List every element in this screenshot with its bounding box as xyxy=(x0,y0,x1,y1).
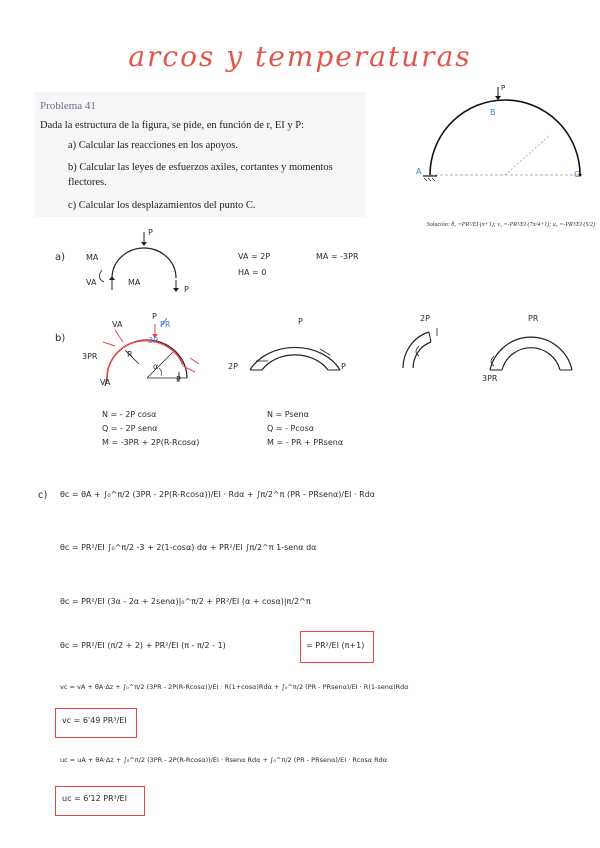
mini-1-left: 2P xyxy=(228,362,238,371)
mini-2-top: 2P xyxy=(420,314,430,323)
mini-3-bottom: 3PR xyxy=(482,374,498,383)
problem-item-c: c) Calcular los desplazamientos del punto C. xyxy=(68,200,256,211)
solution-note: Solución: θ꜀ =PR²/EI·(π+1); v꜀ =-PR³/EI·(7π/4+1); u꜀ =-PR³/EI·(5/2) xyxy=(426,222,595,228)
part-a-ma: MA xyxy=(86,253,99,262)
part-a-diagram xyxy=(100,230,190,290)
va-equation: VA = 2P xyxy=(238,252,271,261)
second-half-m: M = - PR + PRsenα xyxy=(267,438,344,447)
first-half-m: M = -3PR + 2P(R-Rcosα) xyxy=(102,438,200,447)
part-b-2p: 2P xyxy=(148,336,158,345)
mini-arch-3 xyxy=(480,320,580,375)
theta-line-3: θc = PR²/EI (3α - 2α + 2senα)|₀^π/2 + PR²/EI (α + cosα)|π/2^π xyxy=(60,597,311,606)
part-a-label: a) xyxy=(55,252,66,263)
label-c: C xyxy=(574,170,580,179)
theta-line-4: θc = PR²/EI (π/2 + 2) + PR²/EI (π - π/2 - 1) xyxy=(60,641,226,650)
mini-arch-2 xyxy=(395,322,475,372)
part-b-label: b) xyxy=(55,333,66,344)
label-a: A xyxy=(416,167,422,176)
second-half-n: N = Psenα xyxy=(267,410,309,419)
theta-result: = PR²/EI (π+1) xyxy=(306,641,365,650)
page-title: arcos y temperaturas xyxy=(128,40,472,73)
label-b: B xyxy=(490,108,496,117)
v-result: vc = 6'49 PR³/EI xyxy=(62,716,127,725)
u-result: uc = 6'12 PR³/EI xyxy=(62,794,127,803)
part-a-p-top: P xyxy=(148,228,153,237)
part-b-3pr: 3PR xyxy=(82,352,98,361)
part-c-label: c) xyxy=(38,490,48,501)
part-b-va-top: VA xyxy=(112,320,123,329)
label-p: P xyxy=(501,84,506,92)
part-a-ma2: MA xyxy=(128,278,141,287)
part-b-p2: P xyxy=(176,375,181,384)
second-half-q: Q = - Pcosα xyxy=(267,424,315,433)
part-b-r: R xyxy=(127,350,133,359)
ha-equation: HA = 0 xyxy=(238,268,267,277)
mini-3-top: PR xyxy=(528,314,539,323)
problem-item-b: b) Calcular las leyes de esfuerzos axiles, cortantes y momentos flectores. xyxy=(68,162,333,189)
u-line: uc = uA + θA·Δz + ∫₀^π/2 (3PR - 2P(R-Rcosα))/EI · Rsenα Rdα + ∫₀^π/2 (PR - PRsenα)/EI · Rcosα Rdα xyxy=(60,756,388,764)
mini-arch-1 xyxy=(240,325,350,375)
problem-statement: Dada la estructura de la figura, se pide, en función de r, EI y P: xyxy=(40,120,305,131)
part-b-va: VA xyxy=(100,378,111,387)
problem-label: Problema 41 xyxy=(40,100,96,112)
mini-1-right: P xyxy=(341,362,346,371)
part-a-va: VA xyxy=(86,278,97,287)
first-half-q: Q = - 2P senα xyxy=(102,424,158,433)
part-b-p: P xyxy=(152,312,157,321)
mini-1-top: P xyxy=(298,317,303,326)
v-line: vc = vA + θA·Δz + ∫₀^π/2 (3PR - 2P(R-Rcosα))/EI · R(1+cosα)Rdα + ∫₀^π/2 (PR - PRsenα)/EI · R(1-senα)Rdα xyxy=(60,683,409,691)
arch-figure xyxy=(420,85,590,185)
part-a-p-bottom: P xyxy=(184,285,189,294)
problem-item-a: a) Calcular las reacciones en los apoyos. xyxy=(68,140,238,151)
theta-line-1: θc = θA + ∫₀^π/2 (3PR - 2P(R-Rcosα))/EI · Rdα + ∫π/2^π (PR - PRsenα)/EI · Rdα xyxy=(60,490,376,499)
part-b-pr-blue: PR xyxy=(160,320,171,329)
ma-equation: MA = -3PR xyxy=(316,252,359,261)
part-b-alpha: α xyxy=(153,362,159,371)
theta-line-2: θc = PR²/EI ∫₀^π/2 -3 + 2(1-cosα) dα + PR²/EI ∫π/2^π 1-senα dα xyxy=(60,543,317,552)
part-b-diagram xyxy=(95,320,205,390)
first-half-n: N = - 2P cosα xyxy=(102,410,157,419)
